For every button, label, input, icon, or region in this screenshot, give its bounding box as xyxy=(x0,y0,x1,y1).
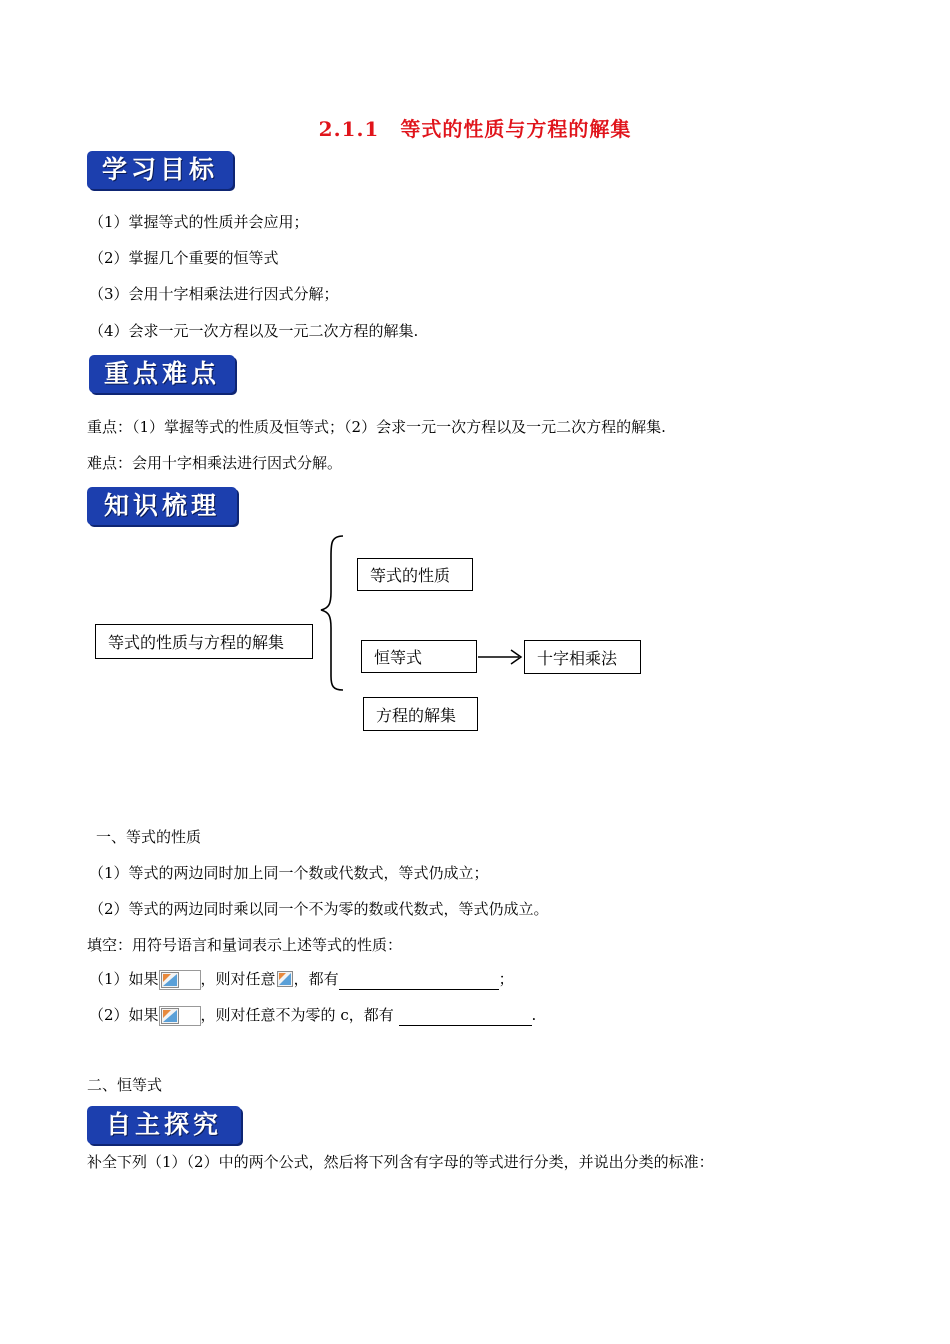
diagram-branch-properties: 等式的性质 xyxy=(357,558,473,591)
key-points-banner: 重点难点 xyxy=(89,355,235,393)
fill1-prefix: （1）如果 xyxy=(89,970,159,988)
formula-image-small xyxy=(276,970,294,990)
fill1-end: ； xyxy=(498,970,514,988)
diagram-branch-solution-set: 方程的解集 xyxy=(363,697,478,731)
knowledge-banner: 知识梳理 xyxy=(87,487,237,525)
fill-line-2 xyxy=(89,1005,536,1026)
explore-banner: 自主探究 xyxy=(87,1106,241,1144)
diagram-branch-identity: 恒等式 xyxy=(361,640,477,673)
section1-p2: （2）等式的两边同时乘以同一个不为零的数或代数式，等式仍成立。 xyxy=(89,900,549,918)
fill2-middle: ，则对任意不为零的 c，都有 xyxy=(200,1006,394,1024)
section2-intro: 补全下列（1）（2）中的两个公式，然后将下列含有字母的等式进行分类，并说出分类的标准： xyxy=(87,1153,714,1171)
fill2-end: . xyxy=(531,1006,537,1024)
broken-image-icon xyxy=(161,1008,179,1024)
goal-item: （3）会用十字相乘法进行因式分解； xyxy=(89,285,339,303)
diagram-sub-cross-multiplication: 十字相乘法 xyxy=(524,640,641,674)
formula-image xyxy=(159,970,201,990)
formula-image xyxy=(159,1006,201,1026)
fill1-suffix: ，都有 xyxy=(293,970,339,988)
fill-intro: 填空：用符号语言和量词表示上述等式的性质： xyxy=(87,936,403,954)
broken-image-icon xyxy=(161,972,179,988)
brace xyxy=(321,536,343,690)
important-points: 重点：（1）掌握等式的性质及恒等式；（2）会求一元一次方程以及一元二次方程的解集. xyxy=(87,418,666,436)
answer-blank[interactable] xyxy=(399,1009,532,1026)
goal-item: （4）会求一元一次方程以及一元二次方程的解集. xyxy=(89,322,419,340)
fill-line-1 xyxy=(89,969,514,990)
section1-p1: （1）等式的两边同时加上同一个数或代数式，等式仍成立； xyxy=(89,864,489,882)
diagram-root: 等式的性质与方程的解集 xyxy=(95,624,313,659)
page-title: 2.1.1 等式的性质与方程的解集 xyxy=(318,117,632,141)
goal-item: （2）掌握几个重要的恒等式 xyxy=(89,249,279,267)
fill1-middle: ，则对任意 xyxy=(200,970,276,988)
goals-banner: 学习目标 xyxy=(87,151,233,189)
answer-blank[interactable] xyxy=(339,973,499,990)
broken-image-icon xyxy=(277,971,293,987)
fill2-prefix: （2）如果 xyxy=(89,1006,159,1024)
section2-heading: 二、恒等式 xyxy=(87,1076,163,1094)
goal-item: （1）掌握等式的性质并会应用； xyxy=(89,213,309,231)
difficult-points: 难点：会用十字相乘法进行因式分解。 xyxy=(87,454,343,472)
section1-heading: 一、等式的性质 xyxy=(96,828,202,846)
